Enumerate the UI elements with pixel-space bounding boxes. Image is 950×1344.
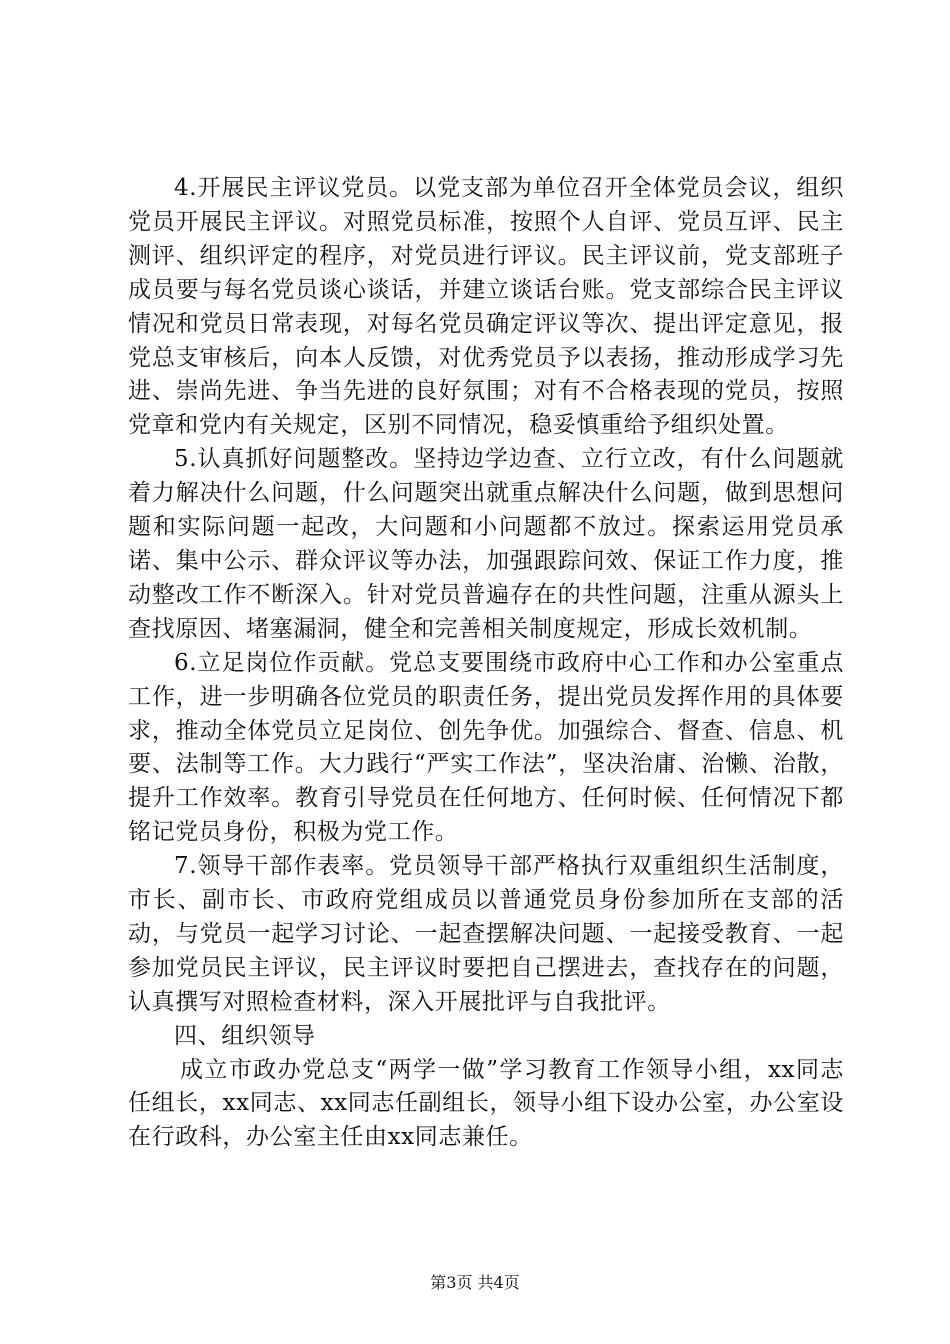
paragraph-item-5: 5.认真抓好问题整改。坚持边学边查、立行立改，有什么问题就着力解决什么问题，什么问题突出就重点解决什么问题，做到思想问题和实际问题一起改，大问题和小问题都不放过。探索运用党员承诺、集中公示、群众评议等办法，加强跟踪问效、保证工作力度，推动整改工作不断深入。针对党员普遍存在的共性问题，注重从源头上查找原因、堵塞漏洞，健全和完善相关制度规定，形成长效机制。 — [128, 446, 844, 642]
section-heading: 四、组织领导 — [174, 1022, 316, 1049]
paragraph-item-6: 6.立足岗位作贡献。党总支要围绕市政府中心工作和办公室重点工作，进一步明确各位党员的职责任务，提出党员发挥作用的具体要求，推动全体党员立足岗位、创先争优。加强综合、督查、信息、机要、法制等工作。大力践行“严实工作法”，坚决治庸、治懒、治散，提升工作效率。教育引导党员在任何地方、任何时候、任何情况下都铭记党员身份，积极为党工作。 — [128, 649, 844, 846]
paragraph-item-4: 4.开展民主评议党员。以党支部为单位召开全体党员会议，组织党员开展民主评议。对照党员标准，按照个人自评、党员互评、民主测评、组织评定的程序，对党员进行评议。民主评议前，党支部班子成员要与每名党员谈心谈话，并建立谈话台账。党支部综合民主评议情况和党员日常表现，对每名党员确定评议等次、提出评定意见，报党总支审核后，向本人反馈，对优秀党员予以表扬，推动形成学习先进、崇尚先进、争当先进的良好氛围；对有不合格表现的党员，按照党章和党内有关规定，区别不同情况，稳妥慎重给予组织处置。 — [128, 175, 844, 439]
page-footer: 第3页 共4页 — [430, 1273, 520, 1292]
paragraph-item-7: 7.领导干部作表率。党员领导干部严格执行双重组织生活制度，市长、副市长、市政府党组成员以普通党员身份参加所在支部的活动，与党员一起学习讨论、一起查摆解决问题、一起接受教育、一起参加党员民主评议，民主评议时要把自己摆进去，查找存在的问题，认真撰写对照检查材料，深入开展批评与自我批评。 — [128, 853, 844, 1015]
document-body — [128, 172, 844, 1155]
paragraph-leadership: 成立市政办党总支“两学一做”学习教育工作领导小组，xx同志任组长，xx同志、xx同志任副组长，领导小组下设办公室，办公室设在行政科，办公室主任由xx同志兼任。 — [128, 1056, 844, 1151]
